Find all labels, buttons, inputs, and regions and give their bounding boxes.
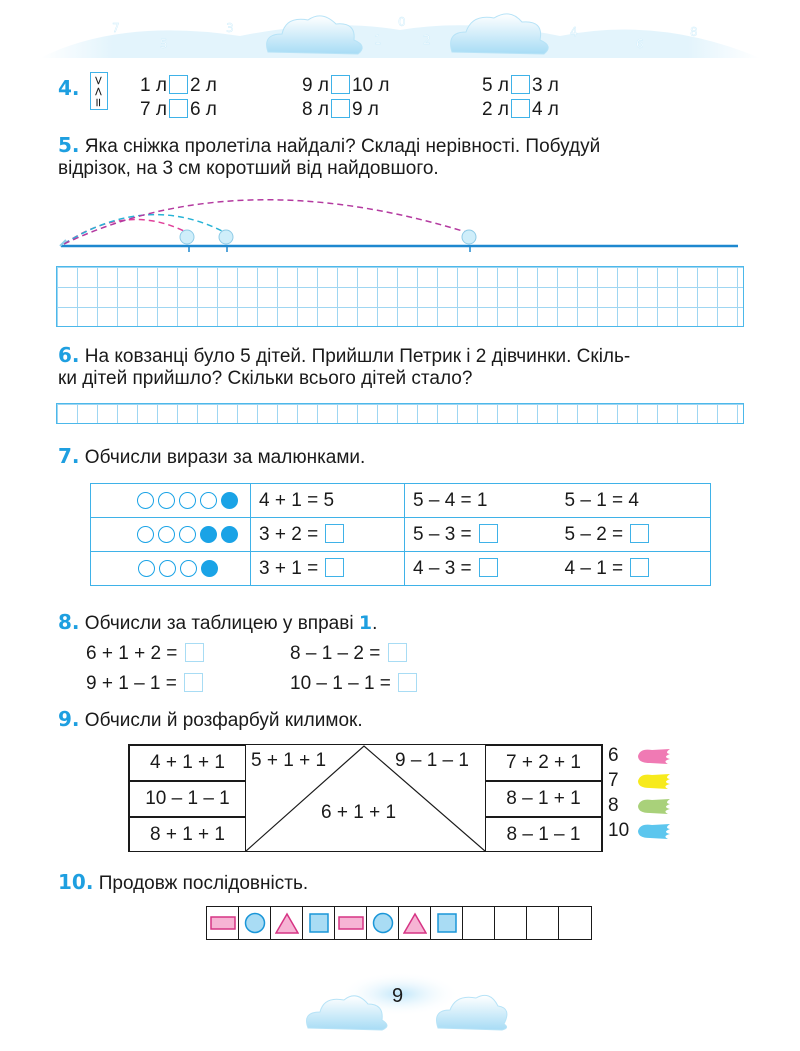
answer-box[interactable] — [630, 524, 649, 543]
answer-box[interactable] — [511, 75, 530, 94]
expression: 6 + 1 + 2 = — [86, 642, 206, 666]
compare-item — [482, 98, 559, 122]
compare-right: 4 л — [531, 99, 559, 120]
exercise-7-title-text: Обчисли вирази за малюнками. — [84, 447, 366, 468]
carpet-cell[interactable]: 4 + 1 + 1 — [129, 745, 246, 781]
cloud-number: 1 — [374, 33, 382, 47]
cloud-number: 7 — [112, 21, 120, 35]
blue-square-icon — [437, 913, 457, 933]
exercise-10-title — [58, 870, 308, 896]
comparison-symbols — [90, 72, 108, 110]
compare-left: 9 л — [302, 75, 329, 96]
answer-box[interactable] — [325, 558, 344, 577]
sequence-cell — [399, 907, 431, 939]
expression: 9 + 1 – 1 = — [86, 672, 205, 696]
sequence-cell — [239, 907, 271, 939]
answer-box[interactable] — [479, 558, 498, 577]
blue-circle-icon — [244, 912, 266, 934]
answer-box[interactable] — [331, 75, 350, 94]
empty-circle-icon — [138, 560, 155, 577]
compare-right: 2 л — [189, 75, 217, 96]
expression: 10 – 1 – 1 = — [290, 672, 419, 696]
title-period: . — [372, 613, 378, 634]
cloud-number: 8 — [690, 25, 698, 39]
exercise-9-number: 9. — [58, 707, 80, 731]
legend-item: 6 — [608, 744, 629, 769]
carpet-cell[interactable]: 8 + 1 + 1 — [129, 817, 246, 852]
sequence-cell — [207, 907, 239, 939]
carpet — [128, 744, 603, 852]
exercise-6-grid[interactable] — [56, 403, 744, 424]
exercise-6-line1: На ковзанці було 5 дітей. Прийшли Петрик і 2 дівчинки. Скіль- — [84, 346, 631, 367]
compare-item — [302, 98, 379, 122]
carpet-top-right[interactable]: 9 – 1 – 1 — [395, 750, 469, 771]
answer-box[interactable] — [398, 673, 417, 692]
empty-circle-icon — [179, 526, 196, 543]
compare-right: 9 л — [351, 99, 379, 120]
sequence-cell — [367, 907, 399, 939]
filled-circle-icon — [200, 526, 217, 543]
compare-left: 8 л — [302, 99, 329, 120]
legend-item: 8 — [608, 794, 629, 819]
expression: 4 + 1 = 5 — [251, 484, 405, 518]
pink-rectangle-icon — [338, 916, 364, 930]
answer-box[interactable] — [479, 524, 498, 543]
exercise-5-number: 5. — [58, 133, 80, 157]
sequence-cell — [335, 907, 367, 939]
table-row — [91, 518, 711, 552]
sequence-empty-cell[interactable] — [495, 907, 527, 939]
expression: 5 – 1 = 4 — [557, 484, 711, 518]
exercise-8-number: 8. — [58, 610, 80, 634]
sequence-empty-cell[interactable] — [559, 907, 591, 939]
circles-cell — [91, 552, 251, 586]
carpet-center[interactable]: 6 + 1 + 1 — [321, 802, 397, 823]
exercise-7-title — [58, 444, 365, 470]
table-row — [91, 484, 711, 518]
filled-circle-icon — [221, 492, 238, 509]
sequence-cell — [431, 907, 463, 939]
circles-cell — [91, 518, 251, 552]
empty-circle-icon — [158, 526, 175, 543]
compare-left: 1 л — [140, 75, 167, 96]
legend-item: 10 — [608, 819, 629, 844]
sequence-empty-cell[interactable] — [463, 907, 495, 939]
equal-symbol: = — [91, 96, 106, 108]
carpet-top-left[interactable]: 5 + 1 + 1 — [251, 750, 327, 771]
compare-left: 2 л — [482, 99, 509, 120]
yellow-paint-icon — [636, 772, 672, 790]
blue-square-icon — [309, 913, 329, 933]
blue-paint-icon — [636, 822, 672, 840]
snowball-trajectories — [56, 182, 746, 258]
expression: 5 – 3 = — [405, 518, 557, 552]
exercise-9-title — [58, 707, 363, 733]
answer-box[interactable] — [630, 558, 649, 577]
compare-left: 7 л — [140, 99, 167, 120]
answer-box[interactable] — [185, 643, 204, 662]
exercise-5-text — [58, 133, 748, 159]
empty-circle-icon — [137, 526, 154, 543]
expression: 3 + 1 = — [251, 552, 405, 586]
green-paint-icon — [636, 797, 672, 815]
carpet-cell[interactable]: 7 + 2 + 1 — [485, 745, 602, 781]
answer-box[interactable] — [331, 99, 350, 118]
sequence-empty-cell[interactable] — [527, 907, 559, 939]
greater-symbol: > — [91, 74, 106, 86]
table-row — [91, 552, 711, 586]
expression: 5 – 4 = 1 — [405, 484, 557, 518]
answer-box[interactable] — [388, 643, 407, 662]
exercise-5-grid[interactable] — [56, 266, 744, 327]
circles-cell — [91, 484, 251, 518]
less-symbol: < — [91, 85, 106, 97]
exercise-5-line1: Яка сніжка пролетіла найдалі? Складі нерівності. Побудуй — [84, 136, 601, 157]
blue-circle-icon — [372, 912, 394, 934]
sequence-cell — [303, 907, 335, 939]
exercise-10-number: 10. — [58, 870, 94, 894]
answer-box[interactable] — [184, 673, 203, 692]
filled-circle-icon — [221, 526, 238, 543]
exercise-7-table — [90, 483, 711, 586]
expression: 4 – 1 = — [557, 552, 711, 586]
sequence-strip — [206, 906, 592, 940]
legend-item: 7 — [608, 769, 629, 794]
compare-item — [140, 74, 217, 98]
pink-triangle-icon — [275, 912, 299, 934]
empty-circle-icon — [159, 560, 176, 577]
cloud-number: 5 — [160, 37, 168, 51]
carpet-cell[interactable]: 8 – 1 – 1 — [485, 817, 602, 852]
empty-circle-icon — [180, 560, 197, 577]
sequence-cell — [271, 907, 303, 939]
cloud-number: 3 — [226, 21, 234, 35]
answer-box[interactable] — [511, 99, 530, 118]
exercise-10-title-text: Продовж послідовність. — [98, 873, 309, 894]
compare-right: 6 л — [189, 99, 217, 120]
compare-left: 5 л — [482, 75, 509, 96]
cloud-number: 2 — [423, 33, 431, 47]
filled-circle-icon — [201, 560, 218, 577]
page-number: 9 — [392, 985, 404, 1007]
expression: 3 + 2 = — [251, 518, 405, 552]
carpet-cell[interactable]: 8 – 1 + 1 — [485, 781, 602, 817]
compare-item — [302, 74, 389, 98]
answer-box[interactable] — [169, 75, 188, 94]
empty-circle-icon — [137, 492, 154, 509]
header-clouds — [0, 0, 800, 70]
carpet-cell[interactable]: 10 – 1 – 1 — [129, 781, 246, 817]
exercise-6-line2: ки дітей прийшло? Скільки всього дітей стало? — [58, 368, 473, 389]
cloud-number: 0 — [398, 15, 406, 29]
expression: 5 – 2 = — [557, 518, 711, 552]
expression: 4 – 3 = — [405, 552, 557, 586]
compare-item — [140, 98, 217, 122]
color-legend — [608, 744, 629, 844]
pink-triangle-icon — [403, 912, 427, 934]
answer-box[interactable] — [169, 99, 188, 118]
exercise-6-number: 6. — [58, 343, 80, 367]
expression: 8 – 1 – 2 = — [290, 642, 409, 666]
exercise-7-number: 7. — [58, 444, 80, 468]
answer-box[interactable] — [325, 524, 344, 543]
exercise-reference: 1 — [358, 612, 373, 634]
exercise-4-number: 4. — [58, 76, 80, 100]
compare-item — [482, 74, 559, 98]
empty-circle-icon — [200, 492, 217, 509]
exercise-5-line2: відрізок, на 3 см коротший від найдовшого. — [58, 158, 439, 179]
compare-right: 10 л — [351, 75, 390, 96]
exercise-8-title-text: Обчисли за таблицею у вправі — [84, 613, 354, 634]
empty-circle-icon — [179, 492, 196, 509]
pink-rectangle-icon — [210, 916, 236, 930]
compare-right: 3 л — [531, 75, 559, 96]
exercise-8-title — [58, 610, 377, 636]
empty-circle-icon — [158, 492, 175, 509]
cloud-number: 6 — [636, 37, 644, 51]
exercise-9-title-text: Обчисли й розфарбуй килимок. — [84, 710, 363, 731]
exercise-6-text — [58, 343, 630, 369]
pink-paint-icon — [636, 747, 672, 765]
cloud-number: 4 — [570, 25, 578, 39]
